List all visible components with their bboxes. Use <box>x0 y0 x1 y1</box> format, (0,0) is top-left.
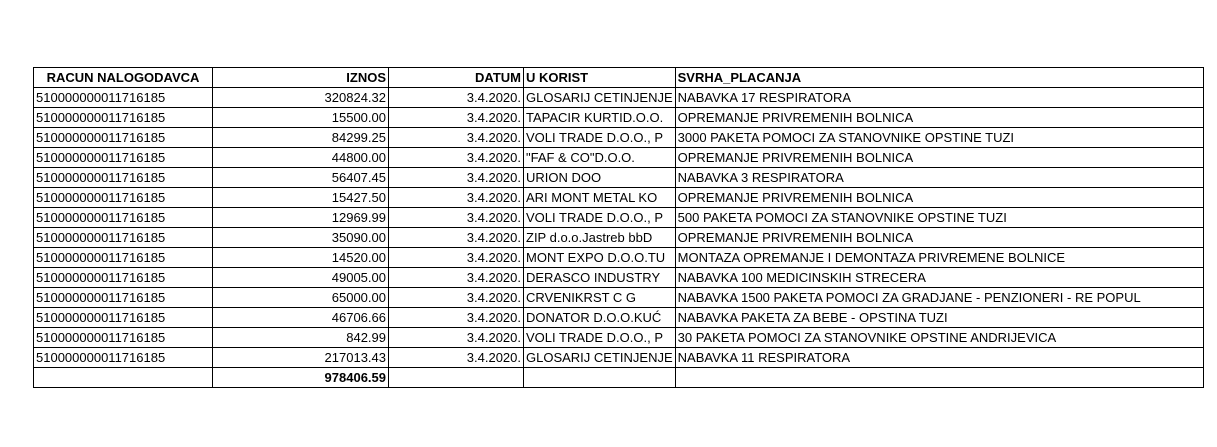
cell-korist: VOLI TRADE D.O.O., P <box>524 208 676 228</box>
cell-iznos: 65000.00 <box>213 288 389 308</box>
cell-korist: GLOSARIJ CETINJENJE <box>524 88 676 108</box>
cell-datum: 3.4.2020. <box>389 308 524 328</box>
cell-racun: 510000000011716185 <box>34 188 213 208</box>
cell-svrha: OPREMANJE PRIVREMENIH BOLNICA <box>675 148 1203 168</box>
cell-iznos: 44800.00 <box>213 148 389 168</box>
cell-datum: 3.4.2020. <box>389 88 524 108</box>
cell-racun: 510000000011716185 <box>34 288 213 308</box>
total-spacer-3 <box>524 368 676 388</box>
cell-korist: GLOSARIJ CETINJENJE <box>524 348 676 368</box>
cell-iznos: 14520.00 <box>213 248 389 268</box>
cell-racun: 510000000011716185 <box>34 228 213 248</box>
cell-racun: 510000000011716185 <box>34 248 213 268</box>
cell-svrha: OPREMANJE PRIVREMENIH BOLNICA <box>675 108 1203 128</box>
cell-racun: 510000000011716185 <box>34 128 213 148</box>
table-body <box>34 88 1204 368</box>
cell-datum: 3.4.2020. <box>389 128 524 148</box>
table-row <box>34 288 1204 308</box>
table-row <box>34 168 1204 188</box>
table-row <box>34 128 1204 148</box>
cell-svrha: NABAVKA PAKETA ZA BEBE - OPSTINA TUZI <box>675 308 1203 328</box>
cell-datum: 3.4.2020. <box>389 348 524 368</box>
cell-svrha: NABAVKA 100 MEDICINSKIH STRECERA <box>675 268 1203 288</box>
header-racun: RACUN NALOGODAVCA <box>34 68 213 88</box>
cell-iznos: 46706.66 <box>213 308 389 328</box>
cell-datum: 3.4.2020. <box>389 288 524 308</box>
cell-iznos: 12969.99 <box>213 208 389 228</box>
cell-korist: CRVENIKRST C G <box>524 288 676 308</box>
total-row <box>34 368 1204 388</box>
table-row <box>34 308 1204 328</box>
cell-racun: 510000000011716185 <box>34 308 213 328</box>
total-amount: 978406.59 <box>213 368 389 388</box>
cell-korist: VOLI TRADE D.O.O., P <box>524 328 676 348</box>
header-iznos: IZNOS <box>213 68 389 88</box>
cell-iznos: 15500.00 <box>213 108 389 128</box>
cell-racun: 510000000011716185 <box>34 348 213 368</box>
cell-svrha: OPREMANJE PRIVREMENIH BOLNICA <box>675 228 1203 248</box>
cell-svrha: NABAVKA 11 RESPIRATORA <box>675 348 1203 368</box>
cell-svrha: OPREMANJE PRIVREMENIH BOLNICA <box>675 188 1203 208</box>
cell-datum: 3.4.2020. <box>389 228 524 248</box>
cell-iznos: 84299.25 <box>213 128 389 148</box>
cell-svrha: MONTAZA OPREMANJE I DEMONTAZA PRIVREMENE BOLNICE <box>675 248 1203 268</box>
cell-iznos: 49005.00 <box>213 268 389 288</box>
cell-svrha: 500 PAKETA POMOCI ZA STANOVNIKE OPSTINE TUZI <box>675 208 1203 228</box>
cell-datum: 3.4.2020. <box>389 148 524 168</box>
cell-svrha: 30 PAKETA POMOCI ZA STANOVNIKE OPSTINE ANDRIJEVICA <box>675 328 1203 348</box>
cell-iznos: 842.99 <box>213 328 389 348</box>
cell-iznos: 217013.43 <box>213 348 389 368</box>
cell-datum: 3.4.2020. <box>389 268 524 288</box>
total-spacer-4 <box>675 368 1203 388</box>
cell-korist: TAPACIR KURTID.O.O. <box>524 108 676 128</box>
cell-iznos: 15427.50 <box>213 188 389 208</box>
payments-table <box>33 67 1204 388</box>
cell-datum: 3.4.2020. <box>389 108 524 128</box>
cell-korist: ZIP d.o.o.Jastreb bbD <box>524 228 676 248</box>
cell-korist: "FAF & CO"D.O.O. <box>524 148 676 168</box>
cell-racun: 510000000011716185 <box>34 88 213 108</box>
cell-korist: DERASCO INDUSTRY <box>524 268 676 288</box>
total-spacer-2 <box>389 368 524 388</box>
table-row <box>34 148 1204 168</box>
cell-datum: 3.4.2020. <box>389 168 524 188</box>
cell-korist: ARI MONT METAL KO <box>524 188 676 208</box>
cell-racun: 510000000011716185 <box>34 328 213 348</box>
cell-iznos: 35090.00 <box>213 228 389 248</box>
header-datum: DATUM <box>389 68 524 88</box>
cell-svrha: 3000 PAKETA POMOCI ZA STANOVNIKE OPSTINE TUZI <box>675 128 1203 148</box>
table-row <box>34 328 1204 348</box>
table-row <box>34 348 1204 368</box>
cell-svrha: NABAVKA 3 RESPIRATORA <box>675 168 1203 188</box>
cell-svrha: NABAVKA 1500 PAKETA POMOCI ZA GRADJANE - PENZIONERI - RE POPUL <box>675 288 1203 308</box>
table-row <box>34 88 1204 108</box>
cell-racun: 510000000011716185 <box>34 208 213 228</box>
table-row <box>34 268 1204 288</box>
total-spacer-1 <box>34 368 213 388</box>
cell-korist: DONATOR D.O.O.KUĆ <box>524 308 676 328</box>
table-row <box>34 208 1204 228</box>
cell-datum: 3.4.2020. <box>389 188 524 208</box>
cell-racun: 510000000011716185 <box>34 168 213 188</box>
cell-korist: URION DOO <box>524 168 676 188</box>
cell-racun: 510000000011716185 <box>34 148 213 168</box>
cell-iznos: 56407.45 <box>213 168 389 188</box>
table-row <box>34 228 1204 248</box>
cell-korist: MONT EXPO D.O.O.TU <box>524 248 676 268</box>
cell-datum: 3.4.2020. <box>389 208 524 228</box>
header-row <box>34 68 1204 88</box>
table-row <box>34 248 1204 268</box>
cell-svrha: NABAVKA 17 RESPIRATORA <box>675 88 1203 108</box>
cell-racun: 510000000011716185 <box>34 108 213 128</box>
header-svrha: SVRHA_PLACANJA <box>675 68 1203 88</box>
cell-korist: VOLI TRADE D.O.O., P <box>524 128 676 148</box>
table-row <box>34 108 1204 128</box>
cell-racun: 510000000011716185 <box>34 268 213 288</box>
cell-datum: 3.4.2020. <box>389 248 524 268</box>
table-row <box>34 188 1204 208</box>
header-korist: U KORIST <box>524 68 676 88</box>
cell-iznos: 320824.32 <box>213 88 389 108</box>
cell-datum: 3.4.2020. <box>389 328 524 348</box>
